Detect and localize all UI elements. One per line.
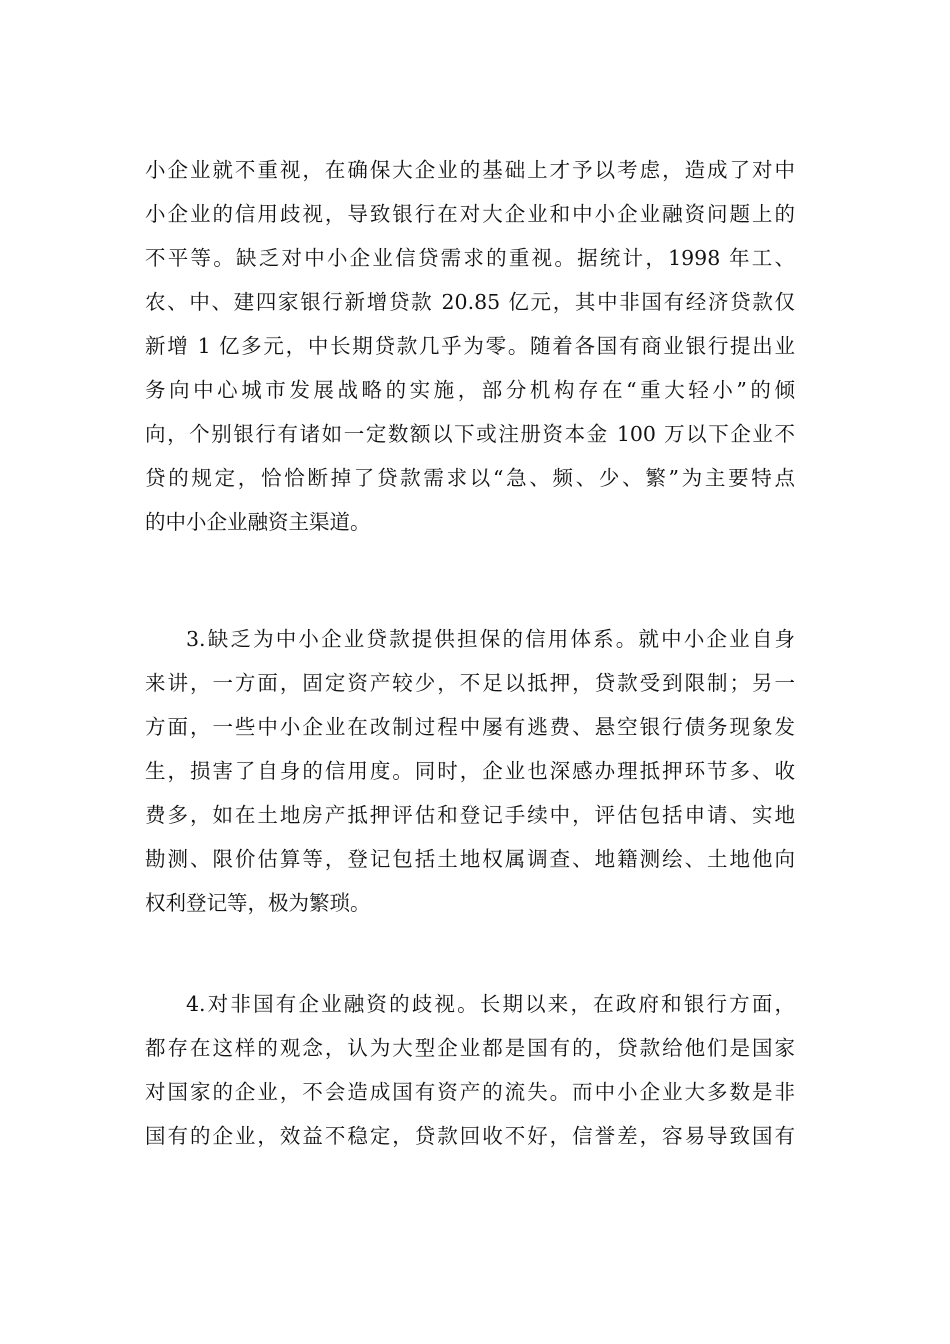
text-line: 务向中心城市发展战略的实施，部分机构存在“重大轻小”的倾 — [145, 378, 795, 402]
paragraph-guarantee-system — [145, 617, 795, 925]
text-line: 4.对非国有企业融资的歧视。长期以来，在政府和银行方面， — [186, 992, 795, 1016]
text-line: 对国家的企业，不会造成国有资产的流失。而中小企业大多数是非 — [145, 1080, 795, 1104]
text-line: 生，损害了自身的信用度。同时，企业也深感办理抵押环节多、收 — [145, 759, 795, 783]
paragraph-credit-discrimination — [145, 148, 795, 544]
text-line: 3.缺乏为中小企业贷款提供担保的信用体系。就中小企业自身 — [186, 627, 795, 651]
paragraph-non-state-discrimination — [145, 982, 795, 1158]
text-line: 方面，一些中小企业在改制过程中屡有逃费、悬空银行债务现象发 — [145, 715, 795, 739]
text-line: 权利登记等，极为繁琐。 — [145, 891, 371, 915]
text-line: 新增 1 亿多元，中长期贷款几乎为零。随着各国有商业银行提出业 — [145, 334, 795, 358]
text-line: 的中小企业融资主渠道。 — [145, 510, 371, 534]
text-line: 向，个别银行有诸如一定数额以下或注册资本金 100 万以下企业不 — [145, 422, 795, 446]
text-line: 都存在这样的观念，认为大型企业都是国有的，贷款给他们是国家 — [145, 1036, 795, 1060]
text-line: 国有的企业，效益不稳定，贷款回收不好，信誉差，容易导致国有 — [145, 1124, 795, 1148]
text-line: 小企业的信用歧视，导致银行在对大企业和中小企业融资问题上的 — [145, 202, 795, 226]
text-line: 勘测、限价估算等，登记包括土地权属调查、地籍测绘、土地他向 — [145, 847, 795, 871]
text-line: 费多，如在土地房产抵押评估和登记手续中，评估包括申请、实地 — [145, 803, 795, 827]
text-line: 不平等。缺乏对中小企业信贷需求的重视。据统计，1998 年工、 — [145, 246, 795, 270]
text-line: 小企业就不重视，在确保大企业的基础上才予以考虑，造成了对中 — [145, 158, 795, 182]
text-line: 农、中、建四家银行新增贷款 20.85 亿元，其中非国有经济贷款仅 — [145, 290, 795, 314]
text-line: 贷的规定，恰恰断掉了贷款需求以“急、频、少、繁”为主要特点 — [145, 466, 795, 490]
text-line: 来讲，一方面，固定资产较少，不足以抵押，贷款受到限制；另一 — [145, 671, 795, 695]
